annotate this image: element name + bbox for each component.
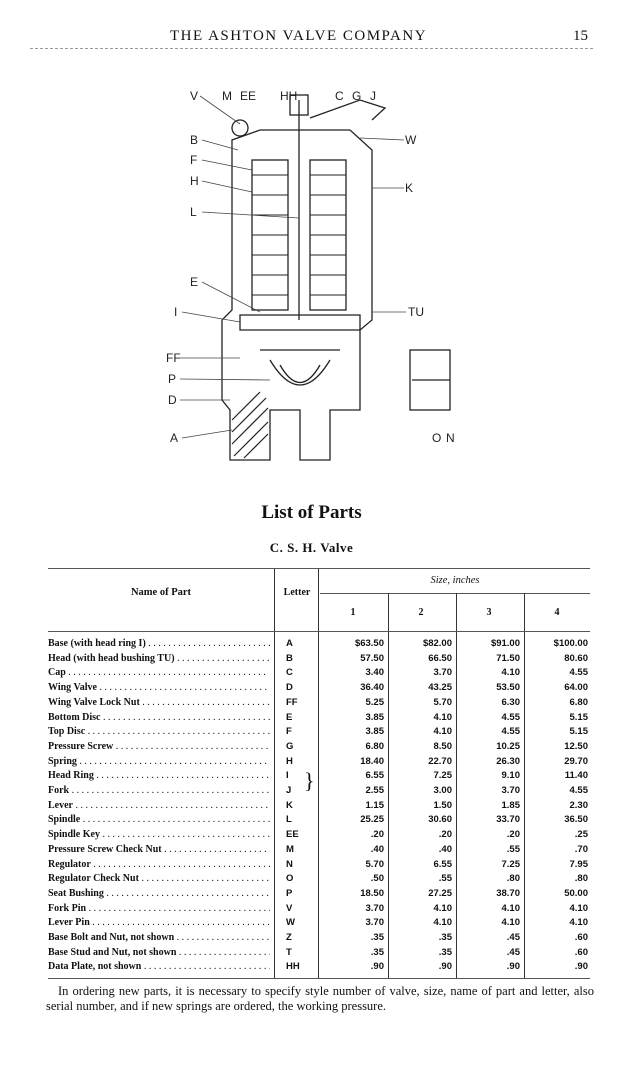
price-size-1: 3.70 bbox=[365, 917, 384, 929]
table-row bbox=[48, 785, 590, 797]
part-letter: L bbox=[286, 814, 292, 826]
figure-label-F: F bbox=[190, 153, 198, 167]
table-row bbox=[48, 961, 590, 973]
part-letter: G bbox=[286, 740, 294, 752]
part-letter: B bbox=[286, 652, 293, 664]
price-size-1: 6.80 bbox=[365, 740, 384, 752]
part-letter: E bbox=[286, 711, 293, 723]
price-size-2: 66.50 bbox=[428, 652, 452, 664]
price-size-1: 2.55 bbox=[365, 785, 384, 796]
price-size-3: 3.70 bbox=[501, 785, 520, 796]
price-size-2: .35 bbox=[438, 946, 452, 958]
price-size-4: 4.10 bbox=[569, 917, 588, 929]
price-size-3: $91.00 bbox=[490, 638, 520, 649]
part-letter: EE bbox=[286, 829, 299, 841]
price-size-2: 22.70 bbox=[428, 755, 452, 767]
table-row bbox=[48, 873, 590, 885]
price-size-1: .90 bbox=[370, 961, 384, 973]
table-row bbox=[48, 682, 590, 694]
col-size-1: 1 bbox=[350, 607, 356, 618]
price-size-4: .80 bbox=[574, 873, 588, 885]
price-size-2: 3.00 bbox=[433, 785, 452, 796]
price-size-1: 1.15 bbox=[365, 799, 384, 811]
valve-model-heading: C. S. H. Valve bbox=[269, 540, 354, 555]
table-row bbox=[48, 756, 590, 768]
price-size-2: 30.60 bbox=[428, 814, 452, 826]
divider bbox=[388, 593, 389, 631]
part-name: Regulator . . . bbox=[48, 859, 270, 871]
table-bottom-rule bbox=[48, 978, 590, 979]
disc-brace: } bbox=[304, 768, 315, 793]
price-size-2: 6.55 bbox=[433, 858, 452, 870]
part-name: Top Disc . . . bbox=[48, 726, 270, 738]
figure-label-L: L bbox=[190, 205, 197, 219]
price-size-1: 57.50 bbox=[360, 652, 384, 664]
price-size-2: 27.25 bbox=[428, 887, 452, 899]
part-name: Head (with head bushing TU) . . . bbox=[48, 653, 270, 665]
part-letter: FF bbox=[286, 696, 298, 708]
table-row bbox=[48, 903, 590, 915]
part-letter: Z bbox=[286, 932, 292, 943]
part-letter: T bbox=[286, 946, 292, 958]
part-letter: K bbox=[286, 799, 293, 811]
price-size-3: .80 bbox=[506, 873, 520, 885]
price-size-1: .35 bbox=[370, 932, 384, 943]
table-row bbox=[48, 653, 590, 665]
part-name: Base Stud and Nut, not shown . . . bbox=[48, 947, 270, 959]
col-size-2: 2 bbox=[418, 607, 424, 618]
price-size-2: 5.70 bbox=[433, 696, 452, 708]
price-size-3: 33.70 bbox=[496, 814, 520, 826]
price-size-4: .60 bbox=[574, 946, 588, 958]
part-letter: I bbox=[286, 770, 289, 782]
part-name: Cap . . . bbox=[48, 667, 270, 679]
page-number: 15 bbox=[573, 28, 588, 44]
part-letter: F bbox=[286, 726, 292, 738]
table-row bbox=[48, 712, 590, 724]
figure-label-N: N bbox=[446, 431, 455, 445]
price-size-1: 5.70 bbox=[365, 858, 384, 870]
col-size-header: Size, inches bbox=[430, 575, 480, 586]
part-letter: O bbox=[286, 873, 294, 885]
part-name: Regulator Check Nut . . . bbox=[48, 873, 270, 885]
price-size-2: 4.10 bbox=[433, 902, 452, 914]
price-size-4: 2.30 bbox=[569, 799, 588, 811]
part-name: Pressure Screw Check Nut . . . bbox=[48, 844, 270, 856]
price-size-4: 29.70 bbox=[564, 755, 588, 767]
price-size-1: .50 bbox=[370, 873, 384, 885]
price-size-2: 4.10 bbox=[433, 711, 452, 723]
price-size-3: .55 bbox=[506, 843, 520, 855]
price-size-1: 3.70 bbox=[365, 902, 384, 914]
part-name: Wing Valve Lock Nut . . . bbox=[48, 697, 270, 709]
price-size-1: .20 bbox=[370, 829, 384, 841]
table-header bbox=[48, 568, 590, 632]
figure-label-I: I bbox=[174, 305, 178, 319]
price-size-2: 3.70 bbox=[433, 667, 452, 679]
price-size-2: 43.25 bbox=[428, 682, 452, 694]
price-size-2: .90 bbox=[438, 961, 452, 973]
price-size-2: .35 bbox=[438, 932, 452, 943]
part-name: Fork . . . bbox=[48, 785, 270, 797]
part-name: Pressure Screw . . . bbox=[48, 741, 270, 753]
price-size-4: 50.00 bbox=[564, 887, 588, 899]
table-row bbox=[48, 859, 590, 871]
part-name: Lever . . . bbox=[48, 800, 270, 812]
figure-label-B: B bbox=[190, 133, 199, 147]
ordering-note: In ordering new parts, it is necessary to specify style number of valve, size, name of part and letter, also serial number, and if new springs are ordered, the working pressure. bbox=[46, 984, 594, 1013]
part-letter: H bbox=[286, 755, 293, 767]
col-name-header: Name of Part bbox=[130, 587, 192, 598]
price-size-1: 3.40 bbox=[365, 667, 384, 679]
price-size-2: 8.50 bbox=[433, 740, 452, 752]
price-size-4: .25 bbox=[574, 829, 588, 841]
figure-label-J: J bbox=[370, 89, 376, 103]
price-size-4: 64.00 bbox=[564, 682, 588, 694]
part-name: Spring . . . bbox=[48, 756, 270, 768]
price-size-3: 4.55 bbox=[501, 726, 520, 738]
table-row bbox=[48, 697, 590, 709]
table-row bbox=[48, 638, 590, 650]
price-size-1: 18.40 bbox=[360, 755, 384, 767]
price-size-3: 7.25 bbox=[501, 858, 520, 870]
table-row bbox=[48, 814, 590, 826]
price-size-2: 4.10 bbox=[433, 917, 452, 929]
price-size-1: 3.85 bbox=[365, 711, 384, 723]
divider bbox=[524, 593, 525, 631]
part-name: Seat Bushing . . . bbox=[48, 888, 270, 900]
price-size-2: $82.00 bbox=[422, 638, 452, 649]
part-letter: M bbox=[286, 843, 294, 855]
table-row bbox=[48, 726, 590, 738]
figure-label-FF: FF bbox=[166, 351, 181, 365]
price-size-3: 38.70 bbox=[496, 887, 520, 899]
table-row bbox=[48, 947, 590, 959]
header-rule bbox=[30, 48, 593, 49]
price-size-3: 26.30 bbox=[496, 755, 520, 767]
figure-label-H: H bbox=[190, 174, 199, 188]
part-letter: N bbox=[286, 858, 293, 870]
col-size-3: 3 bbox=[486, 607, 492, 618]
price-size-1: 18.50 bbox=[360, 887, 384, 899]
part-name: Lever Pin . . . bbox=[48, 917, 270, 929]
price-size-3: 10.25 bbox=[496, 740, 520, 752]
table-row bbox=[48, 770, 590, 782]
price-size-4: 6.80 bbox=[569, 696, 588, 708]
part-letter: A bbox=[286, 638, 293, 649]
table-row bbox=[48, 932, 590, 944]
figure-label-P: P bbox=[168, 372, 177, 386]
figure-label-O: O bbox=[432, 431, 442, 445]
part-name: Spindle . . . bbox=[48, 814, 270, 826]
price-size-3: 71.50 bbox=[496, 652, 520, 664]
price-size-2: .55 bbox=[438, 873, 452, 885]
part-letter: C bbox=[286, 667, 293, 679]
price-size-1: 3.85 bbox=[365, 726, 384, 738]
figure-label-G: G bbox=[352, 89, 362, 103]
table-row bbox=[48, 917, 590, 929]
price-size-2: 7.25 bbox=[433, 770, 452, 782]
price-size-3: 6.30 bbox=[501, 696, 520, 708]
price-size-4: 36.50 bbox=[564, 814, 588, 826]
figure-label-M: M bbox=[222, 89, 232, 103]
table-row bbox=[48, 844, 590, 856]
table-row bbox=[48, 741, 590, 753]
price-size-1: 36.40 bbox=[360, 682, 384, 694]
figure-label-HH: HH bbox=[280, 89, 298, 103]
price-size-3: 53.50 bbox=[496, 682, 520, 694]
price-size-2: 4.10 bbox=[433, 726, 452, 738]
part-name: Base Bolt and Nut, not shown . . . bbox=[48, 932, 270, 944]
figure-label-E: E bbox=[190, 275, 199, 289]
figure-label-C: C bbox=[335, 89, 344, 103]
size-header-rule bbox=[320, 593, 590, 594]
price-size-3: .20 bbox=[506, 829, 520, 841]
price-size-4: 4.55 bbox=[569, 785, 588, 796]
figure-label-A: A bbox=[170, 431, 179, 445]
price-size-3: 4.10 bbox=[501, 667, 520, 679]
figure-label-TU: TU bbox=[408, 305, 424, 319]
part-name: Wing Valve . . . bbox=[48, 682, 270, 694]
running-head bbox=[0, 28, 623, 52]
price-size-4: .70 bbox=[574, 843, 588, 855]
valve-drawing-svg bbox=[160, 80, 470, 480]
part-name: Head Ring . . . bbox=[48, 770, 270, 782]
price-size-1: $63.50 bbox=[354, 638, 384, 649]
price-size-1: .40 bbox=[370, 843, 384, 855]
price-size-4: $100.00 bbox=[553, 638, 588, 649]
figure-label-D: D bbox=[168, 393, 177, 407]
table-row bbox=[48, 829, 590, 841]
price-size-4: 11.40 bbox=[564, 770, 588, 782]
divider bbox=[456, 593, 457, 631]
table-row bbox=[48, 800, 590, 812]
divider bbox=[318, 569, 319, 631]
valve-section-drawing bbox=[160, 80, 470, 480]
part-name: Fork Pin . . . bbox=[48, 903, 270, 915]
price-size-1: 5.25 bbox=[365, 696, 384, 708]
part-letter: D bbox=[286, 682, 293, 694]
price-size-1: 6.55 bbox=[365, 770, 384, 782]
divider bbox=[274, 569, 275, 631]
col-letter-header: Letter bbox=[283, 587, 311, 598]
price-size-3: 4.10 bbox=[501, 917, 520, 929]
price-size-2: 1.50 bbox=[433, 799, 452, 811]
running-head-title: THE ASHTON VALVE COMPANY bbox=[170, 28, 428, 44]
figure-label-W: W bbox=[405, 133, 417, 147]
table-row bbox=[48, 667, 590, 679]
part-name: Data Plate, not shown . . . bbox=[48, 961, 270, 973]
list-of-parts-heading: List of Parts bbox=[261, 502, 362, 523]
price-size-1: .35 bbox=[370, 946, 384, 958]
price-size-4: .90 bbox=[574, 961, 588, 973]
part-name: Base (with head ring I) . . . bbox=[48, 638, 270, 650]
parts-table bbox=[48, 568, 590, 979]
price-size-2: .40 bbox=[438, 843, 452, 855]
part-letter: P bbox=[286, 887, 293, 899]
price-size-3: 4.10 bbox=[501, 902, 520, 914]
price-size-3: 9.10 bbox=[501, 770, 520, 782]
price-size-3: .45 bbox=[506, 946, 520, 958]
table-row bbox=[48, 888, 590, 900]
figure-label-V: V bbox=[190, 89, 199, 103]
price-size-2: .20 bbox=[438, 829, 452, 841]
price-size-3: 1.85 bbox=[501, 799, 520, 811]
part-name: Bottom Disc . . . bbox=[48, 712, 270, 724]
col-size-4: 4 bbox=[554, 607, 560, 618]
price-size-4: 80.60 bbox=[564, 652, 588, 664]
price-size-4: 5.15 bbox=[569, 726, 588, 738]
price-size-4: 4.55 bbox=[569, 667, 588, 679]
price-size-1: 25.25 bbox=[360, 814, 384, 826]
part-letter: J bbox=[286, 785, 292, 796]
figure-label-EE: EE bbox=[240, 89, 257, 103]
price-size-3: .45 bbox=[506, 932, 520, 943]
price-size-4: 4.10 bbox=[569, 902, 588, 914]
price-size-4: 5.15 bbox=[569, 711, 588, 723]
table-body bbox=[48, 632, 590, 978]
price-size-3: .90 bbox=[506, 961, 520, 973]
part-name: Spindle Key . . . bbox=[48, 829, 270, 841]
price-size-4: .60 bbox=[574, 932, 588, 943]
part-letter: W bbox=[286, 917, 295, 929]
price-size-3: 4.55 bbox=[501, 711, 520, 723]
price-size-4: 7.95 bbox=[569, 858, 588, 870]
price-size-4: 12.50 bbox=[564, 740, 588, 752]
part-letter: HH bbox=[286, 961, 300, 973]
part-letter: V bbox=[286, 902, 293, 914]
figure-label-K: K bbox=[405, 181, 414, 195]
